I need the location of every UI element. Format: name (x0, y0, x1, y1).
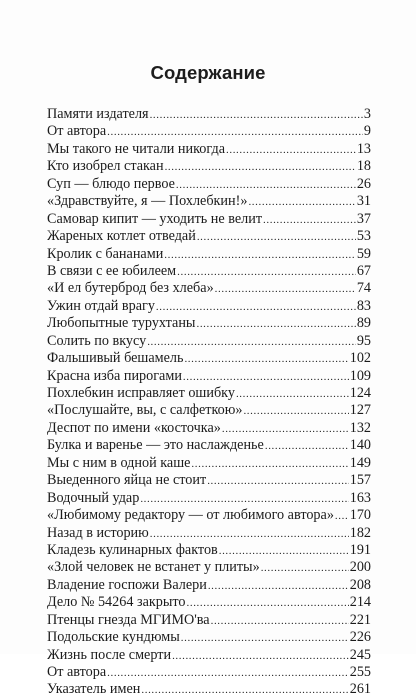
toc-entry (47, 385, 371, 402)
toc-entry-title: От автора (47, 664, 107, 680)
dot-leader (208, 578, 349, 594)
toc-entry (47, 472, 371, 489)
toc-entry-page-number: 208 (349, 576, 371, 593)
dot-leader (140, 491, 348, 507)
toc-entry-title: Деспот по имени «косточка» (47, 419, 221, 436)
dot-leader (187, 595, 349, 611)
toc-entry (47, 664, 371, 681)
toc-entry-page-number: 149 (349, 454, 371, 471)
toc-entry-title: Указатель имен (47, 681, 141, 698)
toc-entry (47, 420, 371, 437)
toc-entry-title: Кто изобрел стакан (47, 158, 164, 175)
toc-entry-title: Похлебкин исправляет ошибку (47, 385, 235, 401)
dot-leader (150, 526, 349, 542)
toc-entry-title: Водочный удар (47, 489, 140, 506)
toc-entry (47, 542, 371, 559)
toc-entry (47, 490, 371, 507)
toc-entry-page-number: 109 (349, 367, 371, 384)
toc-entry-page-number: 124 (349, 385, 371, 401)
toc-entry-page-number: 221 (349, 611, 371, 628)
dot-leader (211, 613, 349, 629)
toc-entry-title: Булка и варенье — это наслажденье (47, 437, 264, 454)
dot-leader (335, 508, 349, 524)
dot-leader (219, 543, 349, 559)
toc-entry-page-number: 127 (349, 402, 371, 419)
toc-entry-page-number: 13 (356, 140, 371, 157)
toc-entry-title: От автора (47, 123, 107, 140)
dot-leader (197, 229, 356, 245)
toc-entry-page-number: 226 (349, 629, 371, 646)
toc-entry-title: Подольские кундюмы (47, 629, 180, 646)
toc-entry-page-number: 26 (356, 175, 371, 192)
toc-entry-page-number: 182 (349, 524, 371, 541)
toc-entry-page-number: 89 (356, 315, 371, 332)
dot-leader (156, 299, 356, 315)
toc-entry (47, 437, 371, 454)
toc-entry-title: Назад в историю (47, 524, 149, 541)
toc-entry (47, 106, 371, 123)
dot-leader (215, 281, 356, 297)
dot-leader (177, 264, 356, 280)
toc-entry (47, 647, 371, 664)
toc-entry-page-number: 245 (349, 646, 371, 663)
page-title: Содержание (150, 62, 266, 83)
toc-entry (47, 350, 371, 367)
toc-entry-title: Ужин отдай врагу (47, 297, 155, 314)
dot-leader (261, 560, 349, 576)
toc-entry-page-number: 200 (349, 559, 371, 576)
dot-leader (150, 107, 363, 123)
toc-entry-title: Жареных котлет отведай (47, 228, 196, 245)
toc-entry-title: «Злой человек не встанет у плиты» (47, 559, 260, 576)
toc-entry-title: Памяти издателя (47, 106, 149, 122)
toc-entry-title: Красна изба пирогами (47, 367, 182, 384)
toc-entry-title: «Здравствуйте, я — Похлебкин!» (47, 193, 248, 210)
toc-entry-page-number: 170 (349, 507, 371, 524)
toc-entry-title: Фальшивый бешамель (47, 350, 184, 367)
dot-leader (265, 438, 349, 454)
toc-entry-title: Владение госпожи Валери (47, 576, 207, 593)
dot-leader (107, 665, 349, 681)
toc-entry (47, 681, 371, 698)
toc-entry-title: Солить по вкусу (47, 332, 147, 349)
toc-entry (47, 176, 371, 193)
toc-entry-title: «И ел бутерброд без хлеба» (47, 280, 214, 297)
toc-entry-page-number: 31 (356, 193, 371, 210)
toc-entry-page-number: 140 (349, 437, 371, 454)
toc-entry (47, 263, 371, 280)
toc-entry-title: «Послушайте, вы, с салфеткою» (47, 402, 243, 419)
toc-entry-title: В связи с ее юбилеем (47, 262, 177, 279)
toc-entry-title: Жизнь после смерти (47, 646, 172, 663)
toc-entry-page-number: 191 (349, 541, 371, 558)
dot-leader (196, 316, 355, 332)
toc-entry (47, 280, 371, 297)
dot-leader (141, 682, 348, 698)
toc-entry-page-number: 95 (356, 332, 371, 349)
dot-leader (191, 456, 348, 472)
toc-entry-page-number: 74 (356, 280, 371, 297)
dot-leader (165, 159, 356, 175)
toc-entry (47, 193, 371, 210)
toc-entry (47, 333, 371, 350)
toc-entry-page-number: 9 (363, 123, 371, 140)
dot-leader (181, 630, 349, 646)
dot-leader (263, 212, 356, 228)
toc-entry-page-number: 102 (349, 350, 371, 367)
toc-entry (47, 629, 371, 646)
toc-entry (47, 594, 371, 611)
toc-entry (47, 612, 371, 629)
toc-entry (47, 577, 371, 594)
toc-entry-page-number: 3 (363, 106, 371, 122)
toc-entry-page-number: 157 (349, 472, 371, 489)
dot-leader (236, 386, 349, 402)
toc-entry-page-number: 214 (349, 594, 371, 611)
toc-entry-page-number: 59 (356, 245, 371, 262)
toc-entry-title: Кладезь кулинарных фактов (47, 541, 218, 558)
dot-leader (164, 247, 356, 263)
toc-entry-title: Самовар кипит — уходить не велит (47, 210, 263, 227)
toc-entry (47, 525, 371, 542)
dot-leader (147, 334, 356, 350)
toc-entry (47, 315, 371, 332)
toc-entry-page-number: 37 (356, 210, 371, 227)
toc-entry (47, 158, 371, 175)
dot-leader (207, 473, 349, 489)
table-of-contents (47, 106, 371, 699)
toc-entry-page-number: 53 (356, 228, 371, 245)
toc-entry-title: Суп — блюдо первое (47, 175, 175, 192)
dot-leader (222, 421, 349, 437)
toc-entry (47, 368, 371, 385)
toc-entry (47, 402, 371, 419)
toc-entry-title: Мы с ним в одной каше (47, 454, 191, 471)
toc-entry-title: Выеденного яйца не стоит (47, 472, 207, 489)
toc-entry (47, 455, 371, 472)
toc-entry-page-number: 83 (356, 297, 371, 314)
toc-entry (47, 507, 371, 524)
toc-entry-page-number: 261 (349, 681, 371, 698)
toc-entry (47, 559, 371, 576)
toc-entry-title: Любопытные турухтаны (47, 315, 196, 332)
dot-leader (172, 648, 349, 664)
toc-entry-title: Дело № 54264 закрыто (47, 594, 186, 611)
toc-entry-title: Мы такого не читали никогда (47, 140, 225, 157)
dot-leader (248, 194, 355, 210)
toc-entry-page-number: 67 (356, 262, 371, 279)
toc-entry (47, 228, 371, 245)
toc-entry-page-number: 18 (356, 158, 371, 175)
dot-leader (184, 351, 348, 367)
toc-entry-page-number: 255 (349, 664, 371, 680)
toc-entry-page-number: 132 (349, 419, 371, 436)
dot-leader (176, 177, 356, 193)
toc-entry (47, 246, 371, 263)
dot-leader (183, 369, 349, 385)
toc-entry (47, 298, 371, 315)
dot-leader (107, 124, 363, 140)
toc-entry (47, 141, 371, 158)
dot-leader (243, 403, 348, 419)
toc-entry-title: Птенцы гнезда МГИМО'ва (47, 611, 210, 628)
toc-entry-title: Кролик с бананами (47, 245, 164, 262)
toc-entry (47, 123, 371, 140)
toc-entry-page-number: 163 (349, 489, 371, 506)
toc-entry-title: «Любимому редактору — от любимого автора» (47, 507, 334, 524)
toc-entry (47, 211, 371, 228)
dot-leader (226, 142, 356, 158)
